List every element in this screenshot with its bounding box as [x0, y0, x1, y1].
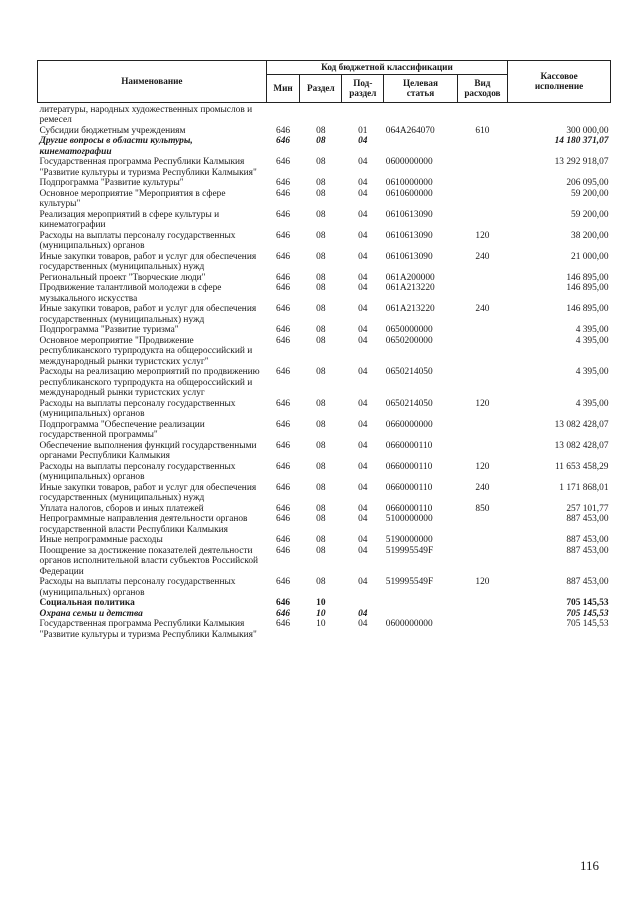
row-vid — [457, 273, 507, 284]
row-celevaya: 5100000000 — [385, 514, 433, 524]
row-celevaya: 0660000110 — [385, 461, 433, 472]
table-row — [38, 619, 611, 640]
row-vid — [457, 619, 507, 640]
row-razdel: 08 — [316, 283, 326, 293]
row-celevaya: 061A213220 — [385, 304, 435, 314]
row-min: 646 — [276, 188, 291, 199]
row-razdel: 08 — [316, 398, 326, 409]
row-vid: 610 — [475, 125, 490, 136]
row-name: Подпрограмма "Развитие культуры" — [39, 178, 184, 188]
row-vid: 240 — [475, 482, 490, 493]
row-celevaya: 5190000000 — [385, 535, 433, 545]
row-min: 646 — [276, 283, 291, 293]
row-sum: 14 180 371,07 — [554, 136, 609, 146]
table-row — [38, 136, 611, 157]
row-celevaya: 0600000000 — [385, 619, 433, 629]
row-celevaya: 0610613090 — [385, 209, 433, 220]
row-min: 646 — [276, 136, 291, 146]
row-vid — [457, 546, 507, 578]
row-podrazdel: 04 — [358, 367, 368, 377]
row-vid — [457, 189, 507, 210]
row-sum: 705 145,53 — [566, 608, 609, 619]
row-sum: 705 145,53 — [566, 598, 609, 608]
table-header — [38, 61, 611, 103]
row-name: Продвижение талантливой молодежи в сфере музыкального искусства — [39, 283, 222, 304]
row-name: Иные закупки товаров, работ и услуг для обеспечения государственных (муниципальных) нужд — [39, 482, 257, 503]
row-name: Иные непрограммные расходы — [39, 535, 163, 545]
table-row — [38, 514, 611, 535]
row-sum: 59 200,00 — [571, 209, 609, 220]
row-min: 646 — [276, 251, 291, 262]
row-razdel: 08 — [316, 535, 326, 545]
row-sum — [508, 102, 611, 126]
row-sum: 887 453,00 — [566, 545, 609, 556]
row-podrazdel: 04 — [358, 398, 368, 409]
row-name: Другие вопросы в области культуры, кинематографии — [39, 136, 193, 157]
row-min: 646 — [276, 335, 291, 346]
row-name: Расходы на реализацию мероприятий по продвижению республиканского турпродукта на общероссийский и международный рынки туристских услуг — [39, 367, 260, 398]
row-name: Основное мероприятие "Мероприятия в сфере культуры" — [39, 188, 226, 209]
row-razdel: 10 — [316, 598, 326, 608]
row-razdel: 08 — [316, 304, 326, 314]
row-sum: 59 200,00 — [571, 188, 609, 199]
table-row — [38, 283, 611, 304]
row-celevaya: 061A200000 — [385, 272, 435, 283]
row-podrazdel: 04 — [358, 514, 368, 524]
row-podrazdel: 04 — [358, 304, 368, 314]
row-razdel: 08 — [316, 125, 326, 136]
row-podrazdel: 04 — [358, 178, 368, 188]
row-name: Государственная программа Республики Калмыкия "Развитие культуры и туризма Республики Калмыкия" — [39, 157, 257, 178]
row-razdel: 08 — [316, 545, 326, 556]
row-min: 646 — [276, 482, 291, 493]
row-celevaya: 064A264070 — [385, 125, 435, 136]
row-celevaya: 0600000000 — [385, 157, 433, 167]
row-name: Поощрение за достижение показателей деятельности органов исполнительной власти субъектов Российской Федерации — [39, 545, 259, 577]
page-number: 116 — [580, 858, 600, 873]
row-razdel: 08 — [316, 367, 326, 377]
table-row — [38, 325, 611, 336]
row-min: 646 — [276, 367, 291, 377]
row-name: Расходы на выплаты персоналу государственных (муниципальных) органов — [39, 577, 236, 598]
row-celevaya: 0610000000 — [385, 178, 433, 188]
row-name: Расходы на выплаты персоналу государственных (муниципальных) органов — [39, 398, 236, 419]
table-row — [38, 210, 611, 231]
row-celevaya: 0650214050 — [385, 398, 433, 409]
row-celevaya: 0610600000 — [385, 188, 433, 199]
row-podrazdel: 04 — [358, 577, 368, 587]
row-celevaya — [384, 102, 457, 126]
row-name: литературы, народных художественных промыслов и ремесел — [39, 104, 253, 125]
header-celevaya: Целевая статья — [384, 74, 457, 102]
row-podrazdel: 04 — [358, 325, 368, 335]
row-podrazdel — [342, 598, 384, 609]
table-row — [38, 189, 611, 210]
row-vid: 850 — [475, 503, 490, 514]
row-celevaya: 0650214050 — [385, 367, 433, 377]
row-vid — [457, 157, 507, 178]
row-name: Уплата налогов, сборов и иных платежей — [39, 503, 204, 514]
row-min: 646 — [276, 577, 291, 587]
row-vid: 120 — [475, 398, 490, 409]
row-sum: 146 895,00 — [566, 304, 609, 314]
row-sum: 146 895,00 — [566, 283, 609, 293]
table-row — [38, 399, 611, 420]
table-row — [38, 336, 611, 368]
row-podrazdel: 04 — [358, 157, 368, 167]
row-name: Иные закупки товаров, работ и услуг для обеспечения государственных (муниципальных) нужд — [39, 251, 257, 272]
row-sum: 300 000,00 — [566, 125, 609, 136]
row-celevaya: 519995549F — [385, 545, 434, 556]
row-razdel — [300, 102, 342, 126]
row-name: Непрограммные направления деятельности органов государственной власти Республики Калмыкия — [39, 514, 248, 535]
row-min: 646 — [276, 230, 291, 241]
row-vid: 120 — [475, 230, 490, 241]
row-razdel: 08 — [316, 230, 326, 241]
row-razdel: 08 — [316, 209, 326, 220]
row-min: 646 — [276, 545, 291, 556]
row-celevaya: 061A213220 — [385, 283, 435, 293]
row-celevaya: 0650000000 — [385, 325, 433, 335]
table-row — [38, 535, 611, 546]
row-podrazdel: 04 — [358, 272, 368, 283]
row-min: 646 — [276, 304, 291, 314]
row-podrazdel: 04 — [358, 440, 368, 451]
row-celevaya: 0660000110 — [385, 503, 433, 514]
row-name: Субсидии бюджетным учреждениям — [39, 125, 186, 136]
header-podrazdel: Под- раздел — [342, 74, 384, 102]
row-min: 646 — [276, 503, 291, 514]
row-name: Иные закупки товаров, работ и услуг для обеспечения государственных (муниципальных) нужд — [39, 304, 257, 325]
budget-table — [37, 60, 611, 640]
table-row — [38, 609, 611, 620]
header-min: Мин — [266, 74, 300, 102]
row-razdel: 08 — [316, 514, 326, 524]
row-podrazdel: 04 — [358, 503, 368, 514]
row-vid: 240 — [475, 251, 490, 262]
row-min: 646 — [276, 398, 291, 409]
row-celevaya: 0650200000 — [385, 335, 433, 346]
row-sum: 13 082 428,07 — [554, 419, 609, 430]
table-row — [38, 462, 611, 483]
row-celevaya — [384, 609, 457, 620]
row-min: 646 — [276, 325, 291, 335]
row-name: Государственная программа Республики Калмыкия "Развитие культуры и туризма Республики Калмыкия" — [39, 619, 257, 640]
row-sum: 257 101,77 — [566, 503, 609, 514]
table-row — [38, 577, 611, 598]
row-razdel: 08 — [316, 136, 326, 146]
row-podrazdel: 04 — [358, 136, 368, 146]
header-razdel: Раздел — [300, 74, 342, 102]
row-celevaya: 0660000110 — [385, 440, 433, 451]
row-vid — [457, 178, 507, 189]
row-razdel: 08 — [316, 503, 326, 514]
table-row — [38, 126, 611, 137]
row-razdel: 10 — [316, 619, 326, 629]
row-celevaya — [384, 136, 457, 157]
row-vid — [457, 367, 507, 399]
row-podrazdel: 04 — [358, 283, 368, 293]
row-podrazdel: 04 — [358, 461, 368, 472]
row-min: 646 — [276, 272, 291, 283]
row-razdel: 08 — [316, 461, 326, 472]
row-sum: 887 453,00 — [566, 577, 609, 587]
row-sum: 13 292 918,07 — [554, 157, 609, 167]
table-row — [38, 178, 611, 189]
table-row — [38, 598, 611, 609]
row-sum: 4 395,00 — [575, 367, 609, 377]
row-celevaya — [384, 598, 457, 609]
row-razdel: 08 — [316, 325, 326, 335]
row-razdel: 08 — [316, 335, 326, 346]
row-sum: 887 453,00 — [566, 535, 609, 545]
header-vid: Вид расходов — [457, 74, 507, 102]
row-sum: 4 395,00 — [575, 398, 609, 409]
row-podrazdel: 04 — [358, 482, 368, 493]
row-podrazdel: 04 — [358, 419, 368, 430]
row-razdel: 08 — [316, 577, 326, 587]
row-razdel: 08 — [316, 419, 326, 430]
row-sum: 4 395,00 — [575, 325, 609, 335]
row-name: Реализация мероприятий в сфере культуры и кинематографии — [39, 209, 220, 230]
row-name: Обеспечение выполнения функций государственными органами Республики Калмыкия — [39, 440, 257, 461]
row-sum: 705 145,53 — [566, 619, 609, 629]
row-min: 646 — [276, 598, 291, 608]
row-vid — [457, 210, 507, 231]
row-celevaya: 0610613090 — [385, 251, 433, 262]
row-min — [266, 102, 300, 126]
row-sum: 13 082 428,07 — [554, 440, 609, 451]
row-vid — [457, 336, 507, 368]
row-vid — [457, 102, 507, 126]
row-name: Подпрограмма "Развитие туризма" — [39, 325, 179, 335]
row-vid — [457, 420, 507, 441]
header-name: Наименование — [38, 61, 267, 103]
table-row — [38, 504, 611, 515]
row-min: 646 — [276, 619, 291, 629]
table-row — [38, 304, 611, 325]
row-min: 646 — [276, 461, 291, 472]
row-min: 646 — [276, 209, 291, 220]
row-podrazdel: 04 — [358, 619, 368, 629]
table-row — [38, 157, 611, 178]
table-row — [38, 483, 611, 504]
row-sum: 38 200,00 — [571, 230, 609, 241]
row-podrazdel: 01 — [358, 125, 368, 136]
row-name: Социальная политика — [39, 598, 135, 608]
row-min: 646 — [276, 178, 291, 188]
row-razdel: 08 — [316, 272, 326, 283]
row-celevaya: 519995549F — [385, 577, 434, 587]
table-row — [38, 420, 611, 441]
row-vid: 120 — [475, 461, 490, 472]
row-razdel: 08 — [316, 188, 326, 199]
table-row — [38, 546, 611, 578]
row-vid — [457, 598, 507, 609]
table-row — [38, 367, 611, 399]
table-row — [38, 102, 611, 126]
row-min: 646 — [276, 535, 291, 545]
row-name: Расходы на выплаты персоналу государственных (муниципальных) органов — [39, 461, 236, 482]
row-sum: 206 095,00 — [566, 178, 609, 188]
row-razdel: 08 — [316, 440, 326, 451]
row-vid — [457, 609, 507, 620]
table-body — [38, 102, 611, 640]
row-razdel: 08 — [316, 157, 326, 167]
header-code-group: Код бюджетной классификации — [266, 61, 507, 75]
row-razdel: 08 — [316, 482, 326, 493]
row-min: 646 — [276, 125, 291, 136]
row-podrazdel — [342, 102, 384, 126]
table-row — [38, 231, 611, 252]
row-sum: 1 171 868,01 — [559, 482, 609, 493]
row-min: 646 — [276, 157, 291, 167]
row-podrazdel: 04 — [358, 608, 368, 619]
table-row — [38, 252, 611, 273]
row-razdel: 10 — [316, 608, 326, 619]
row-vid — [457, 441, 507, 462]
row-vid — [457, 283, 507, 304]
row-min: 646 — [276, 440, 291, 451]
row-podrazdel: 04 — [358, 545, 368, 556]
table-row — [38, 441, 611, 462]
table-row — [38, 273, 611, 284]
header-kassovoe: Кассовое исполнение — [508, 61, 611, 103]
row-vid — [457, 535, 507, 546]
row-celevaya: 0660000000 — [385, 419, 433, 430]
row-sum: 146 895,00 — [566, 272, 609, 283]
row-name: Охрана семьи и детства — [39, 608, 143, 619]
row-vid: 120 — [475, 577, 490, 587]
row-min: 646 — [276, 514, 291, 524]
row-podrazdel: 04 — [358, 335, 368, 346]
row-razdel: 08 — [316, 251, 326, 262]
row-celevaya: 0660000110 — [385, 482, 433, 493]
row-name: Подпрограмма "Обеспечение реализации государственной программы" — [39, 419, 205, 440]
row-vid: 240 — [475, 304, 490, 314]
row-min: 646 — [276, 608, 291, 619]
row-celevaya: 0610613090 — [385, 230, 433, 241]
row-vid — [457, 514, 507, 535]
row-name: Основное мероприятие "Продвижение республиканского турпродукта на общероссийский и международный рынки туристских услуг" — [39, 335, 253, 367]
row-name: Региональный проект "Творческие люди" — [39, 272, 206, 283]
row-podrazdel: 04 — [358, 535, 368, 545]
row-vid — [457, 136, 507, 157]
row-podrazdel: 04 — [358, 209, 368, 220]
row-podrazdel: 04 — [358, 230, 368, 241]
row-sum: 11 653 458,29 — [554, 461, 609, 472]
row-vid — [457, 325, 507, 336]
row-name: Расходы на выплаты персоналу государственных (муниципальных) органов — [39, 230, 236, 251]
row-sum: 4 395,00 — [575, 335, 609, 346]
row-razdel: 08 — [316, 178, 326, 188]
row-sum: 887 453,00 — [566, 514, 609, 524]
row-podrazdel: 04 — [358, 188, 368, 199]
row-min: 646 — [276, 419, 291, 430]
row-podrazdel: 04 — [358, 251, 368, 262]
row-sum: 21 000,00 — [571, 251, 609, 262]
